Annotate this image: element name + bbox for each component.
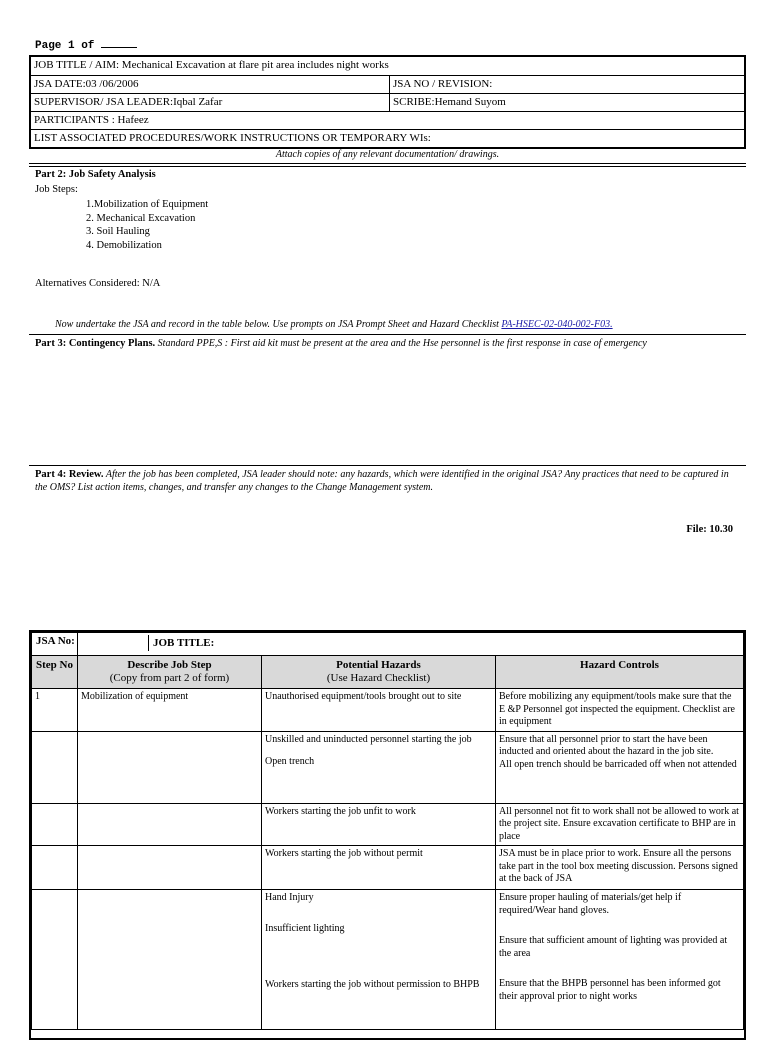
part2-title: Part 2: Job Safety Analysis xyxy=(35,169,156,180)
describe-cell xyxy=(78,731,262,803)
jsa-no-label: JSA No: xyxy=(32,633,78,656)
table-row xyxy=(32,689,744,732)
step-no-cell xyxy=(32,890,78,1030)
hazards-cell: Workers starting the job without permit xyxy=(262,846,496,890)
procedures-cell: LIST ASSOCIATED PROCEDURES/WORK INSTRUCTIONS OR TEMPORARY WIs: xyxy=(34,132,431,144)
section-divider xyxy=(29,163,746,167)
part4-section: Part 4: Review. After the job has been completed, JSA leader should note: any hazards, which were identified in the original JSA? Any practices that need to be captured in the OMS? List action items, changes, and transfer any changes to the Change Management system. xyxy=(35,469,729,493)
describe-cell xyxy=(78,803,262,846)
job-title-cell: JOB TITLE / AIM: Mechanical Excavation at flare pit area includes night works xyxy=(34,59,389,71)
jsa-column-headers xyxy=(32,656,744,689)
part3-section: Part 3: Contingency Plans. Standard PPE,S : First aid kit must be present at the area and the Hse personnel is the first response in case of emergency xyxy=(35,338,647,349)
job-title-row xyxy=(31,57,744,75)
alternatives-text: Alternatives Considered: N/A xyxy=(35,278,161,289)
participants-cell: PARTICIPANTS : Hafeez xyxy=(34,114,149,126)
page-total-blank xyxy=(101,37,137,48)
table-row xyxy=(32,890,744,1030)
controls-cell: JSA must be in place prior to work. Ensure all the persons take part in the tool box meeting discussion. Persons signed at the back of JSA xyxy=(496,846,744,890)
procedures-row xyxy=(31,129,744,147)
attach-note: Attach copies of any relevant documentation/ drawings. xyxy=(275,149,500,160)
hazards-cell: Unauthorised equipment/tools brought out to site xyxy=(262,689,496,732)
controls-cell: Before mobilizing any equipment/tools make sure that the E &P Personnel got inspected the equipment. Checklist are in equipment xyxy=(496,689,744,732)
col-describe-header: Describe Job Step (Copy from part 2 of form) xyxy=(78,656,262,689)
hazards-cell: Unskilled and uninducted personnel starting the job Open trench xyxy=(262,731,496,803)
col-step-header: Step No xyxy=(32,656,78,689)
job-steps-list xyxy=(86,198,208,252)
describe-cell: Mobilization of equipment xyxy=(78,689,262,732)
col-controls-header: Hazard Controls xyxy=(496,656,744,689)
describe-cell xyxy=(78,846,262,890)
file-number: File: 10.30 xyxy=(686,524,733,535)
supervisor-cell: SUPERVISOR/ JSA LEADER:Iqbal Zafar xyxy=(31,94,390,111)
hazards-cell: Hand Injury Insufficient lighting Workers starting the job without permission to BHPB xyxy=(262,890,496,1030)
jsa-no-cell: JSA NO / REVISION: xyxy=(393,78,493,90)
part3-rule xyxy=(29,334,746,335)
hazard-checklist-link[interactable]: PA-HSEC-02-040-002-F03. xyxy=(501,319,613,330)
list-item: 4. Demobilization xyxy=(86,239,162,251)
job-steps-label: Job Steps: xyxy=(35,184,78,195)
step-no-cell: 1 xyxy=(32,689,78,732)
jsa-table xyxy=(29,630,746,1040)
col-hazards-header: Potential Hazards (Use Hazard Checklist) xyxy=(262,656,496,689)
jsa-date-cell: JSA DATE:03 /06/2006 xyxy=(31,76,390,93)
controls-cell: Ensure proper hauling of materials/get help if required/Wear hand gloves. Ensure that sufficient amount of lighting was provided at the area Ensure that the BHPB personnel has been informed got their approval prior to night works xyxy=(496,890,744,1030)
hazards-cell: Workers starting the job unfit to work xyxy=(262,803,496,846)
list-item: 2. Mechanical Excavation xyxy=(86,212,196,224)
participants-row xyxy=(31,111,744,129)
page-number: Page 1 of xyxy=(35,37,137,52)
jsa-instruction: Now undertake the JSA and record in the table below. Use prompts on JSA Prompt Sheet and Hazard Checklist PA-HSEC-02-040-002-F03. xyxy=(55,319,613,330)
step-no-cell xyxy=(32,846,78,890)
list-item: 3. Soil Hauling xyxy=(86,226,150,237)
step-no-cell xyxy=(32,731,78,803)
jsa-table-top-row xyxy=(32,633,744,656)
header-table xyxy=(29,55,746,149)
jsa-title-cell xyxy=(78,633,744,656)
table-row xyxy=(32,731,744,803)
list-item: 1.Mobilization of Equipment xyxy=(86,199,209,210)
supervisor-row xyxy=(31,93,744,111)
date-row xyxy=(31,75,744,93)
job-title-label: JOB TITLE: xyxy=(148,635,214,651)
table-row xyxy=(32,803,744,846)
controls-cell: All personnel not fit to work shall not be allowed to work at the project site. Ensure excavation certificate to BHP are in place xyxy=(496,803,744,846)
scribe-cell: SCRIBE:Hemand Suyom xyxy=(393,96,506,108)
table-row xyxy=(32,846,744,890)
part4-rule xyxy=(29,465,746,466)
step-no-cell xyxy=(32,803,78,846)
describe-cell xyxy=(78,890,262,1030)
controls-cell: Ensure that all personnel prior to start the have been inducted and oriented about the hazard in the job site. All open trench should be barricaded off when not attended xyxy=(496,731,744,803)
